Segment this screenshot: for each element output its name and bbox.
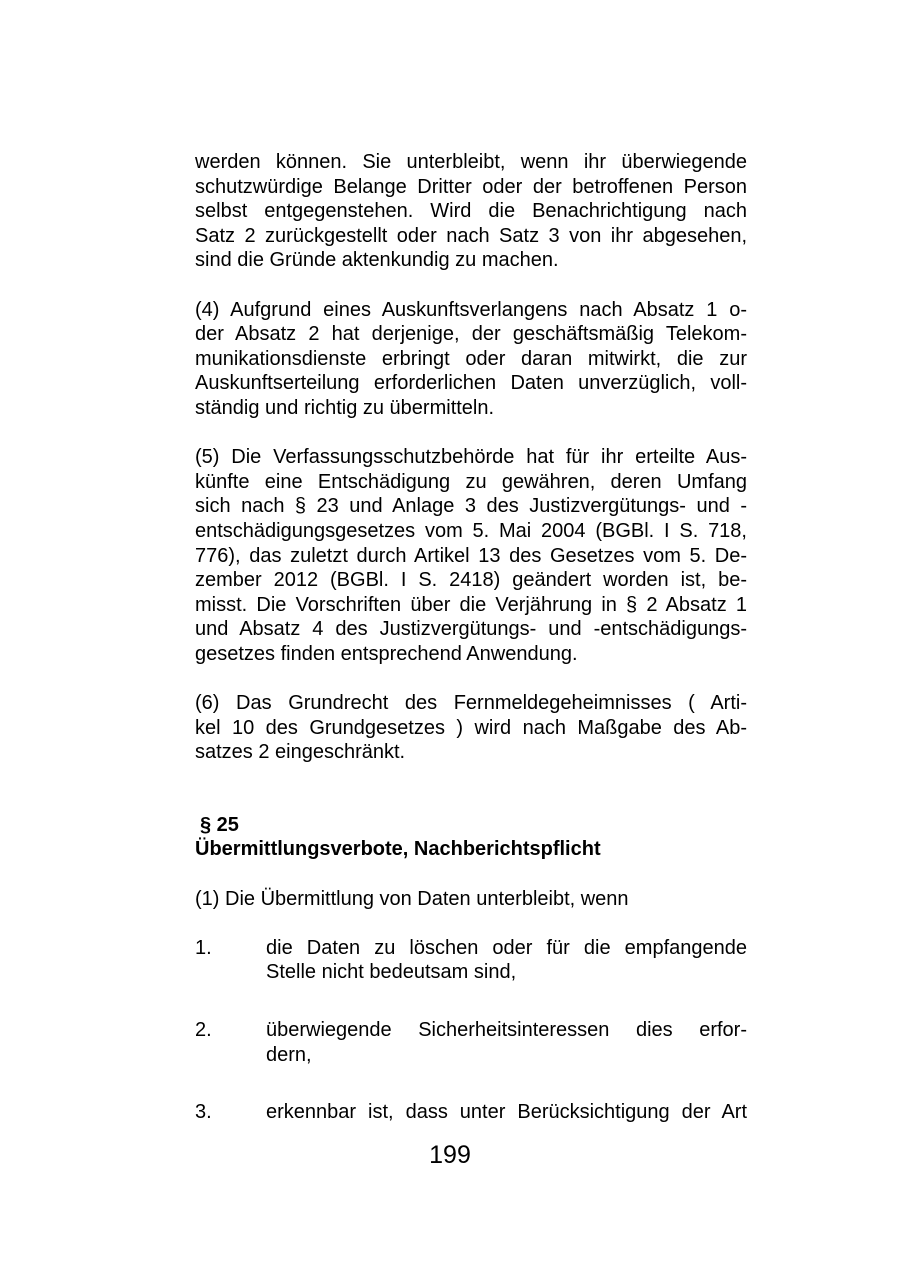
list-item-number: 3. <box>195 1101 212 1124</box>
paragraph-gap <box>195 666 747 691</box>
paragraph-gap <box>195 273 747 298</box>
section-intro: (1) Die Übermittlung von Daten unterbleibt, wenn <box>195 887 629 910</box>
list-item-text <box>266 936 747 985</box>
text-line: dern, <box>266 1043 312 1066</box>
list-item-2 <box>195 1018 747 1067</box>
text-line: der Absatz 2 hat derjenige, der geschäftsmäßig Telekom- <box>195 323 747 346</box>
text-line: entschädigungsgesetzes vom 5. Mai 2004 (BGBl. I S. 718, <box>195 519 747 542</box>
list-item-1 <box>195 936 747 985</box>
text-line: sind die Gründe aktenkundig zu machen. <box>195 249 559 272</box>
list-item-text <box>266 1100 747 1125</box>
text-line: misst. Die Vorschriften über die Verjährung in § 2 Absatz 1 <box>195 593 747 616</box>
text-line: selbst entgegenstehen. Wird die Benachrichtigung nach <box>195 200 747 223</box>
paragraph-gap <box>195 911 747 936</box>
text-line: künfte eine Entschädigung zu gewähren, deren Umfang <box>195 470 747 493</box>
text-line: Stelle nicht bedeutsam sind, <box>266 961 517 984</box>
text-line: die Daten zu löschen oder für die empfangende <box>266 936 747 959</box>
paragraph-continuation <box>195 150 747 273</box>
text-line: zember 2012 (BGBl. I S. 2418) geändert worden ist, be- <box>195 569 747 592</box>
text-line: schutzwürdige Belange Dritter oder der betroffenen Person <box>195 175 747 198</box>
text-line: und Absatz 4 des Justizvergütungs- und -entschädigungs- <box>195 618 747 641</box>
item-gap <box>195 985 747 1018</box>
text-line: Satz 2 zurückgestellt oder nach Satz 3 von ihr abgesehen, <box>195 224 747 247</box>
paragraph-4 <box>195 298 747 421</box>
text-line: überwiegende Sicherheitsinteressen dies erfor- <box>266 1019 747 1041</box>
section-number: § 25 <box>200 813 239 836</box>
text-line: kel 10 des Grundgesetzes ) wird nach Maßgabe des Ab- <box>195 716 747 739</box>
text-line: ständig und richtig zu übermitteln. <box>195 396 495 419</box>
text-line: Auskunftserteilung erforderlichen Daten unverzüglich, voll- <box>195 372 747 395</box>
page-number: 199 <box>429 1141 471 1169</box>
text-line: (5) Die Verfassungsschutzbehörde hat für ihr erteilte Aus- <box>195 446 747 469</box>
list-item-number: 2. <box>195 1019 212 1041</box>
text-line: (4) Aufgrund eines Auskunftsverlangens nach Absatz 1 o- <box>195 298 747 321</box>
text-line: 776), das zuletzt durch Artikel 13 des Gesetzes vom 5. De- <box>195 544 747 567</box>
section-gap <box>195 765 747 813</box>
paragraph-6 <box>195 691 747 765</box>
text-line: sich nach § 23 und Anlage 3 des Justizvergütungs- und - <box>195 495 747 518</box>
text-line: erkennbar ist, dass unter Berücksichtigung der Art <box>266 1101 747 1124</box>
paragraph-5 <box>195 445 747 666</box>
list-item-3 <box>195 1100 747 1125</box>
section-title: Übermittlungsverbote, Nachberichtspflicht <box>195 838 601 861</box>
list-item-text <box>266 1018 747 1067</box>
item-gap <box>195 1067 747 1100</box>
paragraph-gap <box>195 862 747 887</box>
list-item-number: 1. <box>195 936 212 959</box>
text-line: (6) Das Grundrecht des Fernmeldegeheimnisses ( Arti- <box>195 692 747 715</box>
text-line: gesetzes finden entsprechend Anwendung. <box>195 642 578 665</box>
text-line: munikationsdienste erbringt oder daran mitwirkt, die zur <box>195 347 747 370</box>
text-line: satzes 2 eingeschränkt. <box>195 741 406 764</box>
text-line: werden können. Sie unterbleibt, wenn ihr überwiegende <box>195 151 747 173</box>
page-body <box>195 150 747 1125</box>
paragraph-gap <box>195 421 747 446</box>
